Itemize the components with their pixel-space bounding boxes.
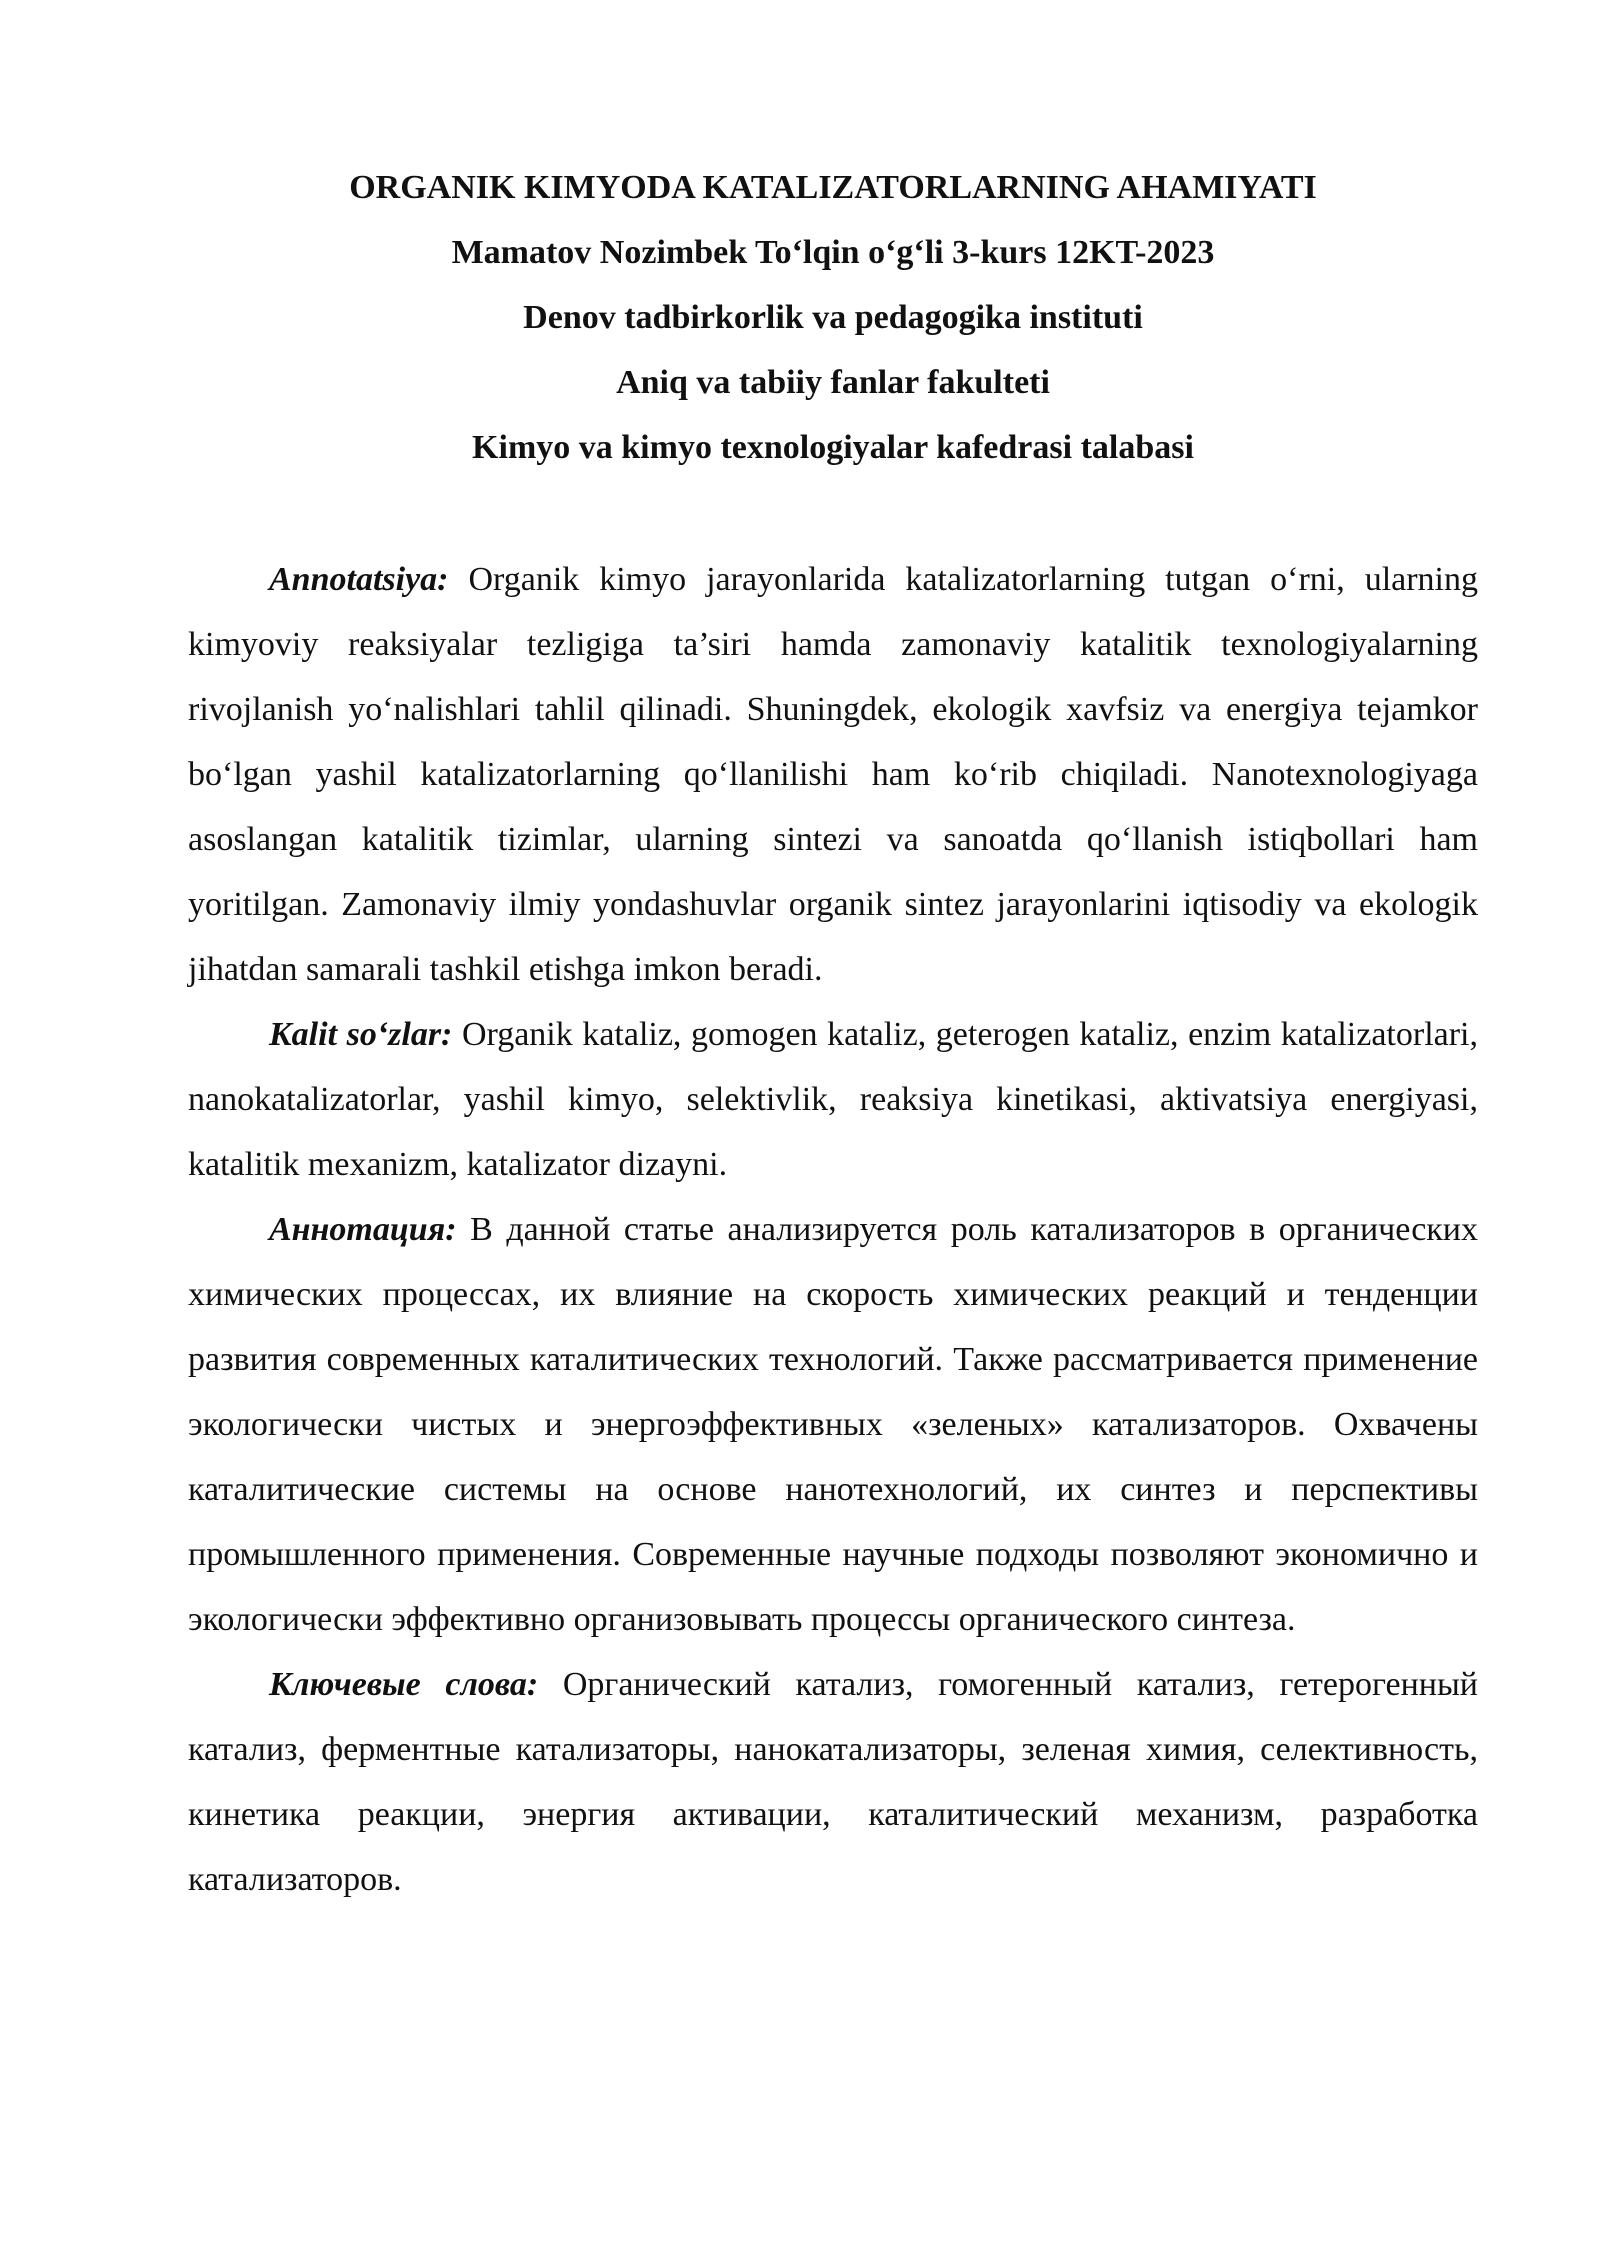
keywords-uz-label: Kalit so‘zlar: [269, 1016, 453, 1053]
keywords-ru-label: Ключевые слова: [269, 1666, 539, 1703]
article-title: ORGANIK KIMYODA KATALIZATORLARNING AHAMIYATI [349, 169, 1317, 206]
keywords-ru-text: Органический катализ, гомогенный катализ, гетерогенный катализ, ферментные катализаторы, нанокатализаторы, зеленая химия, селективность, кинетика реакции, энергия активации, каталитический механизм, разработка катализаторов. [188, 1666, 1478, 1898]
annotation-uz-text: Organik kimyo jarayonlarida katalizatorlarning tutgan o‘rni, ularning kimyoviy reaksiyalar tezligiga ta’siri hamda zamonaviy katalitik texnologiyalarning rivojlanish yo‘nalishlari tahlil qilinadi. Shuningdek, ekologik xavfsiz va energiya tejamkor bo‘lgan yashil katalizatorlarning qo‘llanilishi ham ko‘rib chiqiladi. Nanotexnologiyaga asoslangan katalitik tizimlar, ularning sintezi va sanoatda qo‘llanish istiqbollari ham yoritilgan. Zamonaviy ilmiy yondashuvlar organik sintez jarayonlarini iqtisodiy va ekologik jihatdan samarali tashkil etishga imkon beradi. [188, 561, 1479, 988]
annotation-ru-paragraph [188, 1197, 1478, 1652]
annotation-uz-label: Annotatsiya: [269, 561, 449, 598]
faculty-line: Aniq va tabiiy fanlar fakulteti [616, 364, 1050, 401]
annotation-ru-text: В данной статье анализируется роль катализаторов в органических химических процессах, их влияние на скорость химических реакций и тенденции развития современных каталитических технологий. Также рассматривается применение экологически чистых и энергоэффективных «зеленых» катализаторов. Охвачены каталитические системы на основе нанотехнологий, их синтез и перспективы промышленного применения. Современные научные подходы позволяют экономично и экологически эффективно организовывать процессы органического синтеза. [188, 1211, 1478, 1638]
annotation-ru-label: Аннотация: [269, 1211, 457, 1248]
keywords-ru-paragraph [188, 1652, 1478, 1912]
author-line: Mamatov Nozimbek To‘lqin o‘g‘li 3-kurs 12KT-2023 [451, 234, 1215, 271]
keywords-uz-paragraph [188, 1002, 1478, 1197]
document-page [188, 155, 1478, 1912]
annotation-uz-paragraph [188, 547, 1478, 1002]
department-line: Kimyo va kimyo texnologiyalar kafedrasi talabasi [472, 429, 1194, 466]
article-header [188, 155, 1478, 480]
keywords-uz-text: Organik kataliz, gomogen kataliz, geterogen kataliz, enzim katalizatorlari, nanokatalizatorlar, yashil kimyo, selektivlik, reaksiya kinetikasi, aktivatsiya energiyasi, katalitik mexanizm, katalizator dizayni. [188, 1016, 1479, 1183]
institution-line: Denov tadbirkorlik va pedagogika instituti [523, 299, 1143, 336]
article-body [188, 547, 1478, 1912]
